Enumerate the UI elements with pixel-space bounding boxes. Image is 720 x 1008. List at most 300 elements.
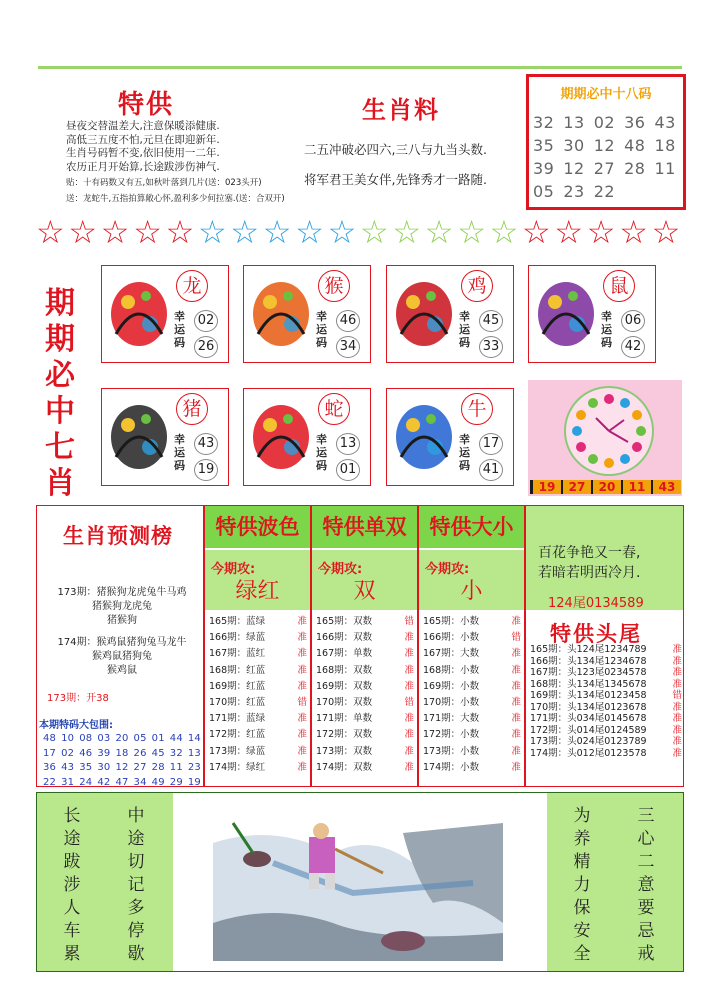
daxiao-history <box>423 614 521 776</box>
zodiac-papercut-icon <box>391 274 457 352</box>
history-result: 准 <box>297 729 307 741</box>
eighteen-number: 22 <box>593 182 616 201</box>
history-text: 173期：头024尾0123789 <box>530 736 647 747</box>
history-text: 171期：单数 <box>316 713 373 725</box>
pack-row <box>43 776 201 791</box>
pack-number: 10 <box>61 733 75 744</box>
bottom-left-verse <box>37 793 173 971</box>
verse-char: 要 <box>637 898 655 918</box>
history-row <box>316 630 414 646</box>
eighteen-number: 32 <box>533 113 555 132</box>
qixiao-title-char: 必 <box>45 358 75 393</box>
history-row <box>423 646 521 662</box>
verse-column <box>125 805 147 966</box>
lucky-code-char: 码 <box>316 336 327 349</box>
lucky-code-char: 运 <box>459 446 470 459</box>
lucky-code-char: 运 <box>174 323 185 336</box>
verse-char: 停 <box>127 921 145 941</box>
clock-icon <box>564 386 654 476</box>
history-row <box>530 702 682 714</box>
star-row <box>36 212 686 252</box>
shengxiao-liao-line-1: 二五冲破必四六,三八与九当头数. <box>304 142 487 157</box>
history-text: 168期：小数 <box>423 664 480 676</box>
pack-number: 23 <box>187 762 201 773</box>
ranking-173: 173期：猪猴狗龙虎兔牛马鸡 <box>57 587 187 598</box>
history-row <box>316 711 414 727</box>
danshuang-attack-label: 今期攻: <box>318 562 363 577</box>
history-text: 165期：双数 <box>316 616 373 627</box>
history-row <box>423 679 521 695</box>
bose-attack-label: 今期攻: <box>211 562 256 577</box>
lucky-code-char: 运 <box>601 323 612 336</box>
toutail-line-1: 百花争艳又一春, <box>538 545 641 561</box>
lucky-number: 19 <box>194 459 218 481</box>
history-result: 准 <box>404 648 414 660</box>
lucky-number: 06 <box>621 310 645 332</box>
pack-number: 35 <box>79 762 93 773</box>
history-row <box>316 646 414 662</box>
history-row <box>423 614 521 630</box>
history-row <box>209 711 307 727</box>
verse-column <box>635 805 657 966</box>
history-text: 167期：蓝红 <box>209 648 266 660</box>
shengxiao-liao-title: 生肖料 <box>362 96 440 124</box>
pack-number: 47 <box>115 776 129 788</box>
clock-dot <box>632 410 642 420</box>
verse-char: 累 <box>63 944 81 964</box>
history-result: 准 <box>511 648 521 660</box>
lucky-code-char: 码 <box>459 459 470 472</box>
star-icon: ☆ <box>295 213 324 251</box>
tegong-title: 特供 <box>118 90 175 120</box>
clock-dot <box>572 426 582 436</box>
pack-number: 12 <box>115 762 129 773</box>
pack-number: 32 <box>169 747 183 759</box>
tegong-note-2: 送：龙蛇牛,五指拍算敞心怀,盈利多少何拉塞.(送：合双开) <box>66 194 285 204</box>
clock-dot <box>604 458 614 468</box>
history-row <box>209 614 307 630</box>
clock-dot <box>636 426 646 436</box>
zodiac-card <box>243 388 371 486</box>
ranking-column <box>37 506 203 786</box>
history-text: 168期：头134尾1345678 <box>530 678 647 690</box>
ranking-174: 174期：猴鸡鼠猪狗兔马龙牛 <box>57 637 187 648</box>
zodiac-name: 鼠 <box>603 270 635 302</box>
toutail-history <box>530 644 682 759</box>
lucky-code-char: 码 <box>174 336 185 349</box>
eighteen-number-row <box>533 111 683 134</box>
pack-number: 49 <box>151 776 165 788</box>
qixiao-title-char: 肖 <box>45 466 75 501</box>
eighteen-number-row <box>533 157 683 180</box>
history-row <box>316 679 414 695</box>
clock-dot <box>588 454 598 464</box>
history-result: 准 <box>297 761 307 773</box>
bose-attack-value: 绿红 <box>235 579 280 604</box>
pack-number: 11 <box>169 762 183 773</box>
tegong-poem <box>66 120 306 174</box>
history-result: 准 <box>672 747 682 759</box>
history-result: 准 <box>672 678 682 690</box>
history-result: 准 <box>404 632 414 644</box>
history-text: 172期：头014尾0124589 <box>530 724 647 736</box>
pack-number: 44 <box>169 733 183 744</box>
history-row <box>423 663 521 679</box>
verse-char: 跋 <box>63 852 81 872</box>
history-text: 173期：绿蓝 <box>209 745 266 757</box>
history-row <box>530 667 682 679</box>
bose-column <box>205 506 310 786</box>
prediction-grid <box>36 505 684 787</box>
ranking-173b: 猪猴狗龙虎兔 <box>92 601 152 612</box>
history-result: 准 <box>672 713 682 724</box>
pack-number: 08 <box>79 733 93 744</box>
clock-number: 43 <box>653 480 681 494</box>
star-icon: ☆ <box>586 213 616 251</box>
lucky-code-label <box>174 433 188 472</box>
shengxiao-liao-line-2: 将军君王美女伴,先锋秀才一路随. <box>304 172 487 187</box>
star-icon: ☆ <box>68 213 98 251</box>
qixiao-title <box>40 286 80 502</box>
pack-number: 36 <box>43 762 57 773</box>
zodiac-name: 猴 <box>318 270 350 302</box>
history-result: 准 <box>297 745 307 757</box>
ranking-174b: 猴鸡鼠猪狗兔 <box>92 651 152 662</box>
zodiac-name: 牛 <box>461 393 493 425</box>
history-row <box>209 744 307 760</box>
history-result: 错 <box>404 697 414 709</box>
history-row <box>423 711 521 727</box>
lucky-number: 26 <box>194 336 218 358</box>
history-row <box>209 695 307 711</box>
pack-number: 13 <box>187 747 201 759</box>
history-text: 171期：蓝绿 <box>209 713 266 725</box>
toutail-column <box>526 506 683 786</box>
toutail-tail-number: 124尾0134589 <box>548 596 644 611</box>
ranking-174c: 猴鸡鼠 <box>107 665 137 676</box>
history-text: 169期：头134尾0123458 <box>530 690 647 701</box>
ranking-173c: 猪猴狗 <box>107 615 137 626</box>
star-icon: ☆ <box>651 213 681 251</box>
history-text: 174期：绿红 <box>209 761 266 773</box>
pack-numbers <box>43 732 201 790</box>
star-icon: ☆ <box>100 213 130 251</box>
toutail-line-2: 若暗若明西冷月. <box>538 565 641 581</box>
history-row <box>316 663 414 679</box>
history-text: 166期：双数 <box>316 632 373 644</box>
eighteen-number: 28 <box>624 159 646 178</box>
lucky-code-char: 码 <box>174 459 185 472</box>
verse-char: 途 <box>63 829 81 849</box>
tegong-line: 农历正月开始算,长途跋涉伤神气. <box>66 160 220 173</box>
pack-number: 29 <box>169 776 183 788</box>
history-row <box>316 614 414 630</box>
lucky-number: 33 <box>479 336 503 358</box>
history-row <box>530 725 682 737</box>
history-row <box>316 727 414 743</box>
star-icon: ☆ <box>165 213 195 251</box>
pack-number: 19 <box>187 776 201 788</box>
history-row <box>209 663 307 679</box>
history-result: 准 <box>404 713 414 725</box>
history-result: 错 <box>511 632 521 644</box>
toutail-title: 特供头尾 <box>550 622 642 646</box>
lucky-code-char: 幸 <box>316 310 327 323</box>
history-result: 错 <box>672 690 682 701</box>
history-text: 172期：小数 <box>423 729 480 741</box>
history-row <box>209 760 307 776</box>
lucky-code-char: 幸 <box>174 310 185 323</box>
verse-char: 全 <box>573 944 591 964</box>
history-text: 165期：头124尾1234789 <box>530 644 647 655</box>
history-result: 错 <box>404 616 414 627</box>
history-text: 167期：头123尾0234578 <box>530 667 647 678</box>
history-text: 165期：蓝绿 <box>209 616 266 627</box>
history-row <box>423 744 521 760</box>
verse-char: 多 <box>127 898 145 918</box>
lucky-code-char: 幸 <box>459 310 470 323</box>
clock-panel <box>528 380 682 496</box>
eighteen-number: 11 <box>654 159 676 178</box>
lucky-number: 02 <box>194 310 218 332</box>
zodiac-card <box>528 265 656 363</box>
star-icon: ☆ <box>327 213 357 251</box>
star-icon: ☆ <box>457 213 486 251</box>
eighteen-title: 期期必中十八码 <box>560 87 652 102</box>
clock-number: 20 <box>593 480 621 494</box>
history-result: 准 <box>404 680 414 692</box>
toutail-poem-box <box>526 506 683 610</box>
lucky-code-char: 运 <box>316 446 327 459</box>
eighteen-number: 12 <box>563 159 585 178</box>
history-text: 172期：双数 <box>316 729 373 741</box>
zodiac-papercut-icon <box>106 274 172 352</box>
verse-char: 保 <box>573 898 591 918</box>
danshuang-attack <box>312 550 417 610</box>
star-icon: ☆ <box>360 213 389 251</box>
daxiao-attack-value: 小 <box>460 579 483 604</box>
pack-number: 22 <box>43 776 57 788</box>
lucky-number: 46 <box>336 310 360 332</box>
eighteen-number-row <box>533 180 683 203</box>
pack-row <box>43 732 201 747</box>
danshuang-title: 特供单双 <box>312 506 417 548</box>
lucky-code-char: 运 <box>316 323 327 336</box>
eighteen-number: 18 <box>654 136 676 155</box>
history-result: 准 <box>672 724 682 736</box>
verse-char: 涉 <box>63 875 81 895</box>
pack-number: 45 <box>151 747 165 759</box>
history-result: 准 <box>404 729 414 741</box>
history-text: 174期：小数 <box>423 761 480 773</box>
eighteen-number: 35 <box>533 136 555 155</box>
lucky-number: 13 <box>336 433 360 455</box>
history-row <box>530 644 682 656</box>
zodiac-card <box>101 265 229 363</box>
lucky-code-char: 码 <box>316 459 327 472</box>
history-result: 准 <box>511 664 521 676</box>
pack-number: 01 <box>151 733 165 744</box>
daxiao-attack <box>419 550 524 610</box>
zodiac-card <box>386 388 514 486</box>
history-text: 170期：双数 <box>316 697 373 709</box>
eighteen-number: 48 <box>624 136 646 155</box>
verse-char: 切 <box>127 852 145 872</box>
verse-char: 三 <box>637 806 655 826</box>
lucky-code-char: 幸 <box>316 433 327 446</box>
history-row <box>209 679 307 695</box>
history-text: 170期：小数 <box>423 697 480 709</box>
eighteen-number: 05 <box>533 182 555 201</box>
history-result: 准 <box>672 667 682 678</box>
danshuang-history <box>316 614 414 776</box>
history-text: 167期：大数 <box>423 648 480 660</box>
history-result: 准 <box>672 655 682 667</box>
history-text: 171期：大数 <box>423 713 480 725</box>
lucky-code-char: 幸 <box>601 310 612 323</box>
tegong-note-1: 贴：十有码数又有五,如秋叶落到几片(送：023头开) <box>66 178 262 188</box>
history-row <box>316 760 414 776</box>
history-text: 173期：小数 <box>423 745 480 757</box>
zodiac-papercut-icon <box>106 397 172 475</box>
eighteen-number-grid <box>533 111 683 203</box>
history-result: 准 <box>511 697 521 709</box>
daxiao-attack-label: 今期攻: <box>425 562 470 577</box>
star-icon: ☆ <box>36 213 65 251</box>
zodiac-papercut-icon <box>248 274 314 352</box>
bottom-right-verse <box>547 793 683 971</box>
history-result: 准 <box>511 729 521 741</box>
daxiao-title: 特供大小 <box>419 506 524 548</box>
history-result: 准 <box>511 745 521 757</box>
lucky-code-label <box>601 310 615 349</box>
pack-number: 18 <box>115 747 129 759</box>
qixiao-title-char: 期 <box>45 322 75 357</box>
bose-attack <box>205 550 310 610</box>
history-result: 准 <box>297 680 307 692</box>
history-result: 准 <box>404 761 414 773</box>
history-text: 169期：小数 <box>423 680 480 692</box>
eighteen-number: 27 <box>593 159 616 178</box>
lucky-number: 17 <box>479 433 503 455</box>
star-icon: ☆ <box>619 213 648 251</box>
verse-char: 养 <box>573 829 591 849</box>
pack-number: 03 <box>97 733 111 744</box>
verse-char: 车 <box>63 921 81 941</box>
qixiao-title-char: 七 <box>45 430 75 465</box>
history-text: 171期：头034尾0145678 <box>530 713 647 724</box>
history-text: 165期：小数 <box>423 616 480 627</box>
star-icon: ☆ <box>392 213 422 251</box>
history-text: 174期：头012尾0123578 <box>530 747 647 759</box>
history-result: 准 <box>672 701 682 713</box>
history-result: 准 <box>404 664 414 676</box>
danshuang-attack-value: 双 <box>353 579 376 604</box>
history-row <box>530 679 682 691</box>
history-row <box>530 748 682 760</box>
verse-char: 安 <box>573 921 591 941</box>
history-result: 准 <box>511 761 521 773</box>
zodiac-name: 鸡 <box>461 270 493 302</box>
lucky-number: 43 <box>194 433 218 455</box>
lucky-code-char: 码 <box>601 336 612 349</box>
tegong-line: 昼夜交替温差大,注意保暖添健康. <box>66 120 220 132</box>
zodiac-card <box>101 388 229 486</box>
history-result: 准 <box>511 680 521 692</box>
pack-number: 34 <box>133 776 147 788</box>
history-row <box>316 695 414 711</box>
verse-char: 歇 <box>127 944 145 964</box>
history-result: 准 <box>297 616 307 627</box>
history-text: 167期：单数 <box>316 648 373 660</box>
pack-number: 02 <box>61 747 75 759</box>
verse-char: 为 <box>573 806 591 826</box>
qixiao-title-char: 期 <box>45 286 75 321</box>
pack-number: 48 <box>43 733 57 744</box>
pack-row <box>43 747 201 762</box>
pack-number: 14 <box>187 733 201 744</box>
star-icon: ☆ <box>133 213 162 251</box>
clock-dot <box>632 442 642 452</box>
pack-number: 46 <box>79 747 93 759</box>
pack-number: 24 <box>79 776 93 788</box>
history-text: 168期：双数 <box>316 664 373 676</box>
verse-column <box>61 805 83 966</box>
clock-number: 27 <box>563 480 591 494</box>
lucky-number: 01 <box>336 459 360 481</box>
clock-dot <box>620 454 630 464</box>
pack-number: 27 <box>133 762 147 773</box>
zodiac-name: 蛇 <box>318 393 350 425</box>
lucky-number: 42 <box>621 336 645 358</box>
pack-number: 43 <box>61 762 75 773</box>
zodiac-name: 猪 <box>176 393 208 425</box>
history-text: 170期：红蓝 <box>209 697 266 709</box>
history-row <box>423 760 521 776</box>
star-icon: ☆ <box>230 213 260 251</box>
verse-char: 中 <box>127 806 145 826</box>
history-text: 170期：头134尾0123678 <box>530 701 647 713</box>
warrior-river-illustration <box>213 803 503 961</box>
eighteen-numbers-box <box>526 74 686 210</box>
pack-number: 20 <box>115 733 129 744</box>
verse-char: 意 <box>637 875 655 895</box>
history-text: 174期：双数 <box>316 761 373 773</box>
star-icon: ☆ <box>554 213 584 251</box>
eighteen-number: 02 <box>593 113 616 132</box>
pack-number: 28 <box>151 762 165 773</box>
verse-char: 长 <box>63 806 81 826</box>
history-row <box>423 727 521 743</box>
pack-number: 17 <box>43 747 57 759</box>
verse-char: 记 <box>127 875 145 895</box>
pack-number: 30 <box>97 762 111 773</box>
pack-number: 31 <box>61 776 75 788</box>
history-row <box>209 727 307 743</box>
pack-row <box>43 761 201 776</box>
lucky-number: 45 <box>479 310 503 332</box>
zodiac-papercut-icon <box>533 274 599 352</box>
history-result: 准 <box>511 713 521 725</box>
history-result: 准 <box>511 616 521 627</box>
star-icon: ☆ <box>424 213 454 251</box>
eighteen-number: 43 <box>654 113 676 132</box>
lucky-code-char: 运 <box>459 323 470 336</box>
verse-char: 忌 <box>637 921 655 941</box>
zodiac-papercut-icon <box>248 397 314 475</box>
lucky-code-char: 码 <box>459 336 470 349</box>
star-icon: ☆ <box>198 213 227 251</box>
